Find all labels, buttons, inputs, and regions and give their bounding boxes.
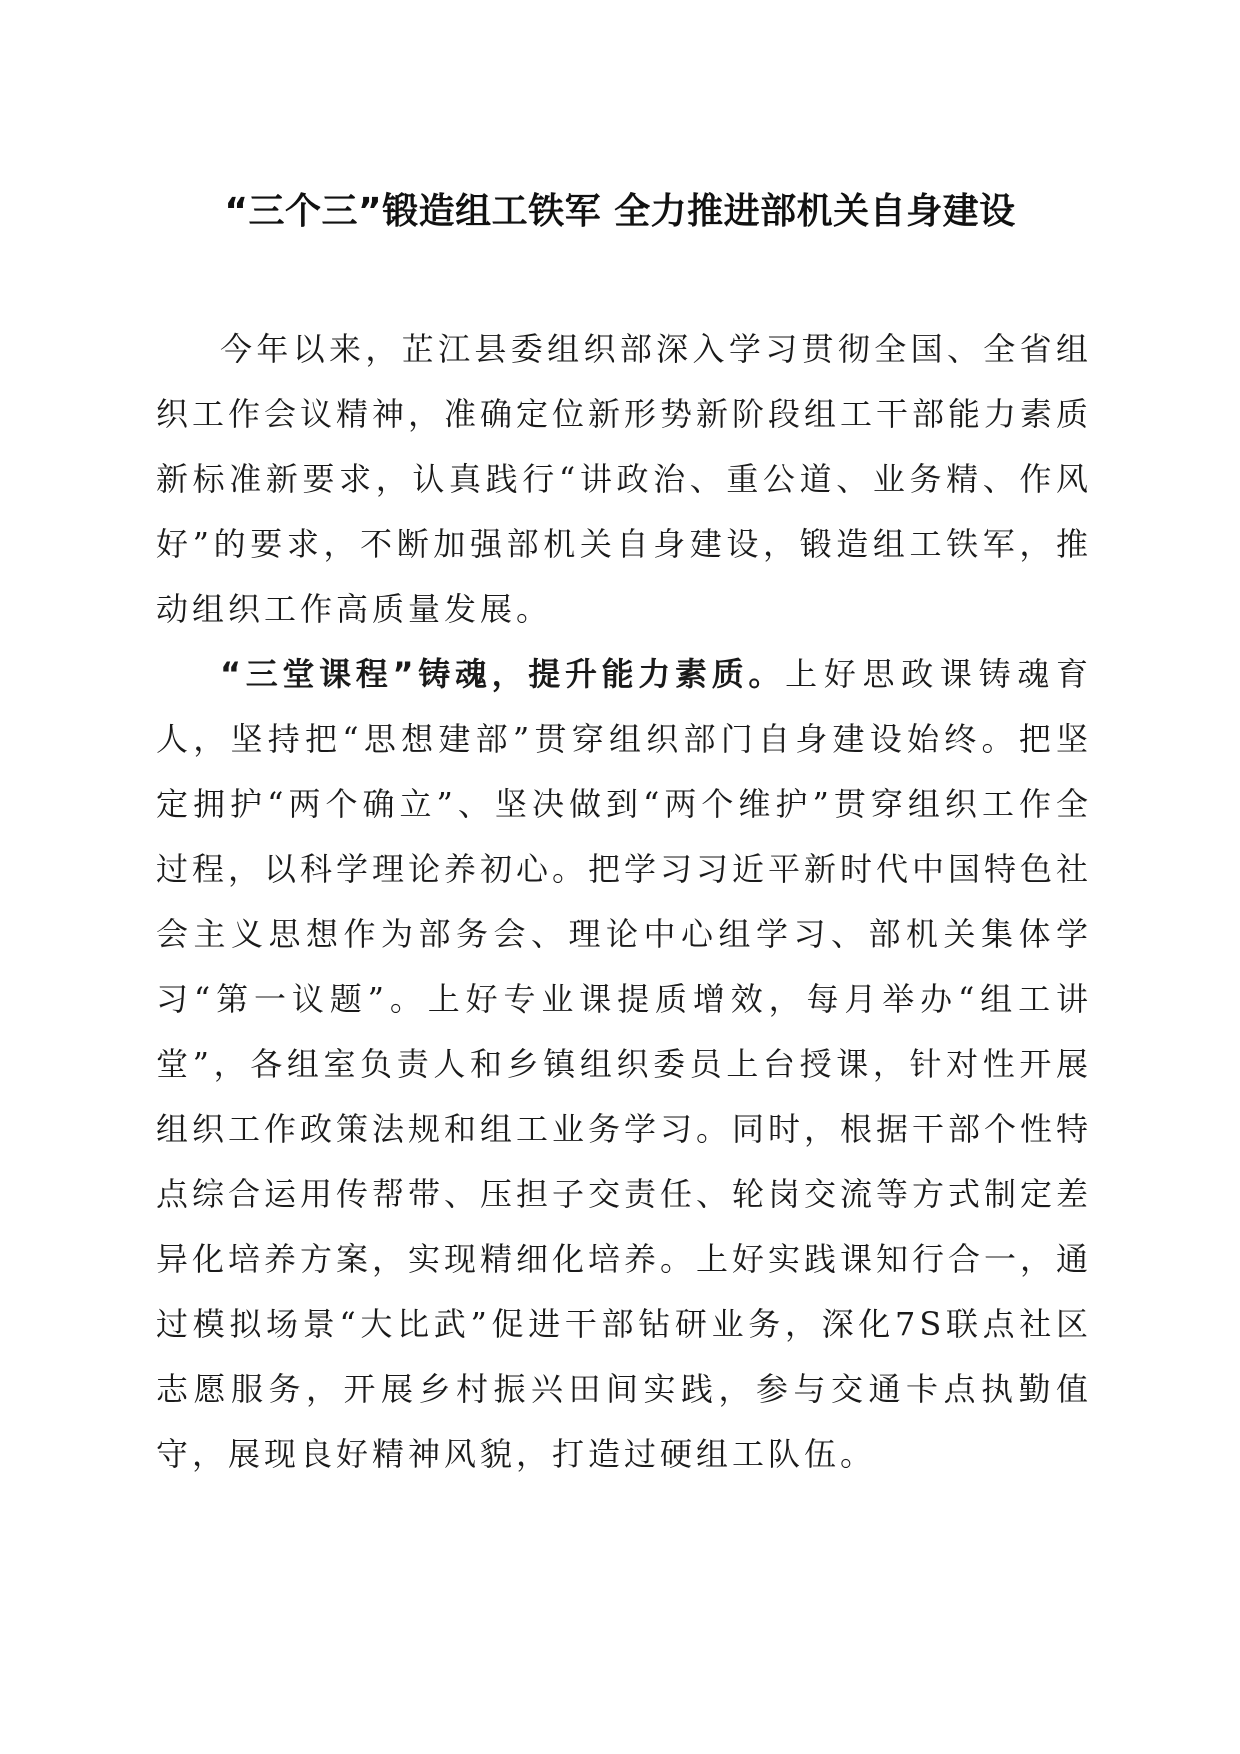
intro-paragraph-text: 今年以来，芷江县委组织部深入学习贯彻全国、全省组织工作会议精神，准确定位新形势新阶段组工干部能力素质新标准新要求，认真践行“讲政治、重公道、业务精、作风好”的要求，不断加强部机关自身建设，锻造组工铁军，推动组织工作高质量发展。 — [156, 330, 1093, 628]
document-title: “三个三”锻造组工铁军 全力推进部机关自身建设 — [224, 191, 1016, 232]
document-body — [156, 317, 1092, 1487]
intro-paragraph — [156, 317, 1092, 642]
section-paragraph — [156, 642, 1092, 1487]
section-lead-heading: “三堂课程”铸魂，提升能力素质。 — [220, 655, 786, 693]
section-paragraph-text: 上好思政课铸魂育人，坚持把“思想建部”贯穿组织部门自身建设始终。把坚定拥护“两个确立”、坚决做到“两个维护”贯穿组织工作全过程，以科学理论养初心。把学习习近平新时代中国特色社会主义思想作为部务会、理论中心组学习、部机关集体学习“第一议题”。上好专业课提质增效，每月举办“组工讲堂”，各组室负责人和乡镇组织委员上台授课，针对性开展组织工作政策法规和组工业务学习。同时，根据干部个性特点综合运用传帮带、压担子交责任、轮岗交流等方式制定差异化培养方案，实现精细化培养。上好实践课知行合一，通过模拟场景“大比武”促进干部钻研业务，深化7S联点社区志愿服务，开展乡村振兴田间实践，参与交通卡点执勤值守，展现良好精神风貌，打造过硬组工队伍。 — [156, 655, 1093, 1473]
